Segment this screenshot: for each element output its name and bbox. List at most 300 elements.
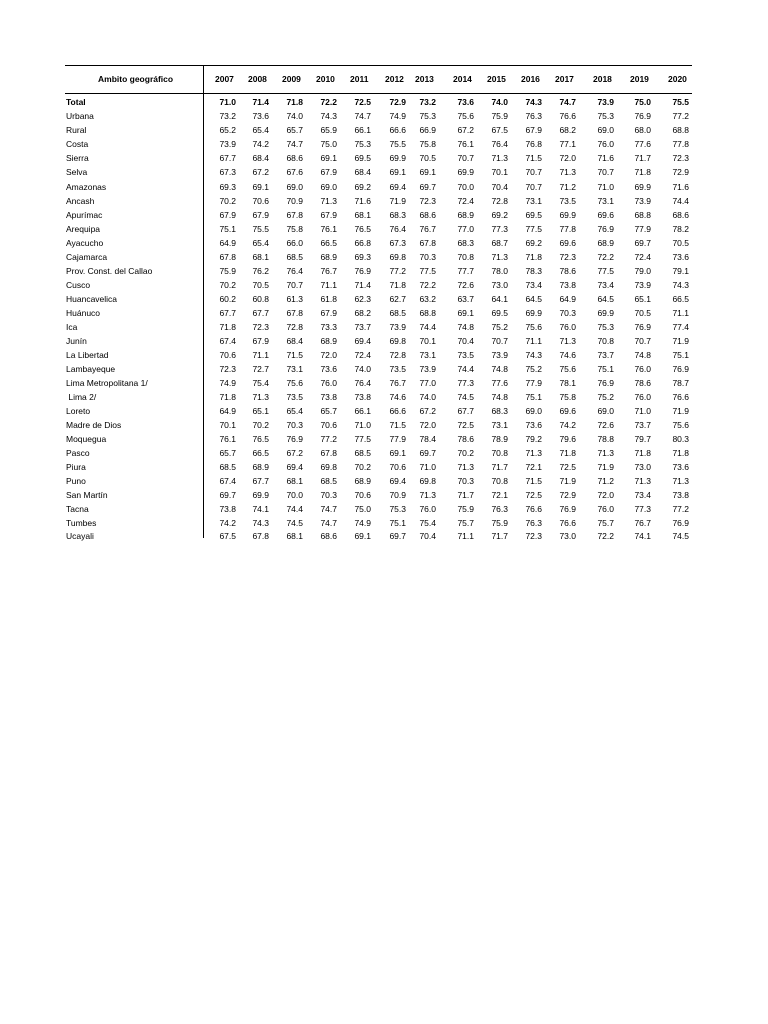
table-cell: 72.5 [457,420,474,430]
table-cell: 67.8 [252,531,269,541]
table-cell: 69.9 [525,308,542,318]
table-cell: 75.6 [525,322,542,332]
table-cell: 73.0 [559,531,576,541]
table-cell: 69.8 [320,462,337,472]
table-cell: 71.0 [219,97,236,107]
table-cell: 69.4 [389,476,406,486]
table-cell: 69.4 [286,462,303,472]
table-cell: 71.3 [320,196,337,206]
table-cell: 75.6 [672,420,689,430]
table-cell: 73.1 [597,196,614,206]
table-cell: 73.5 [457,350,474,360]
table-row [65,392,692,404]
table-cell: 71.9 [597,462,614,472]
table-cell: 70.7 [634,336,651,346]
table-cell: 73.8 [219,504,236,514]
table-cell: 73.6 [672,252,689,262]
table-cell: 70.7 [525,182,542,192]
table-row [65,167,692,179]
table-cell: 69.8 [389,252,406,262]
table-cell: 75.6 [286,378,303,388]
table-row [65,125,692,137]
table-cell: 69.4 [389,182,406,192]
table-cell: 78.2 [672,224,689,234]
table-cell: 71.3 [491,153,508,163]
table-row [65,336,692,348]
row-label: Sierra [66,153,89,163]
table-cell: 76.4 [354,378,371,388]
table-cell: 65.2 [219,125,236,135]
table-cell: 67.9 [252,210,269,220]
table-cell: 69.9 [457,167,474,177]
row-label: Ucayali [66,531,94,541]
table-cell: 73.8 [320,392,337,402]
table-cell: 74.9 [219,378,236,388]
row-label: Ancash [66,196,95,206]
table-cell: 70.4 [457,336,474,346]
table-cell: 73.1 [286,364,303,374]
table-cell: 72.0 [559,153,576,163]
table-cell: 69.2 [354,182,371,192]
table-cell: 69.9 [597,308,614,318]
table-cell: 77.2 [672,111,689,121]
table-cell: 70.0 [286,490,303,500]
table-cell: 67.4 [219,336,236,346]
row-label: Prov. Const. del Callao [66,266,153,276]
table-cell: 67.6 [286,167,303,177]
table-cell: 68.9 [597,238,614,248]
table-cell: 71.3 [672,476,689,486]
table-cell: 75.6 [559,364,576,374]
table-cell: 67.5 [219,531,236,541]
table-cell: 68.0 [634,125,651,135]
row-label: Moquegua [66,434,107,444]
table-cell: 71.5 [525,153,542,163]
table-cell: 71.9 [672,406,689,416]
table-row [65,280,692,292]
header-year: 2020 [668,74,687,84]
table-cell: 71.8 [389,280,406,290]
table-cell: 72.0 [597,490,614,500]
table-cell: 72.4 [354,350,371,360]
row-label: Rural [66,125,87,135]
table-cell: 73.9 [219,139,236,149]
row-label: Pasco [66,448,90,458]
table-cell: 77.8 [559,224,576,234]
row-label: Amazonas [66,182,107,192]
table-cell: 75.9 [219,266,236,276]
table-cell: 71.4 [354,280,371,290]
table-cell: 76.5 [252,434,269,444]
table-cell: 76.4 [389,224,406,234]
table-cell: 64.5 [597,294,614,304]
table-cell: 76.7 [419,224,436,234]
table-cell: 74.9 [389,111,406,121]
table-cell: 70.6 [219,350,236,360]
table-cell: 67.9 [252,336,269,346]
table-cell: 77.9 [634,224,651,234]
table-cell: 73.7 [634,420,651,430]
table-cell: 73.1 [419,350,436,360]
table-cell: 76.0 [597,504,614,514]
table-header [65,65,692,93]
table-cell: 76.3 [525,518,542,528]
table-cell: 75.2 [491,322,508,332]
table-row [65,504,692,516]
table-cell: 71.8 [634,448,651,458]
table-cell: 72.3 [419,196,436,206]
table-cell: 73.9 [597,97,614,107]
table-cell: 72.3 [219,364,236,374]
header-year: 2011 [350,74,369,84]
table-cell: 75.2 [525,364,542,374]
table-cell: 72.6 [457,280,474,290]
table-cell: 69.6 [597,210,614,220]
table-cell: 76.7 [389,378,406,388]
table-cell: 66.8 [354,238,371,248]
table-cell: 68.4 [252,153,269,163]
table-cell: 71.5 [389,420,406,430]
table-cell: 72.5 [354,97,371,107]
table-cell: 64.5 [525,294,542,304]
table-cell: 75.1 [389,518,406,528]
table-cell: 67.8 [320,448,337,458]
table-cell: 77.1 [559,139,576,149]
table-cell: 70.2 [252,420,269,430]
table-cell: 74.4 [286,504,303,514]
table-cell: 73.9 [389,322,406,332]
table-cell: 72.9 [559,490,576,500]
table-cell: 70.3 [559,308,576,318]
table-cell: 76.0 [634,364,651,374]
table-cell: 79.2 [525,434,542,444]
table-cell: 68.1 [286,531,303,541]
table-cell: 75.9 [457,504,474,514]
table-cell: 70.1 [491,167,508,177]
table-cell: 66.0 [286,238,303,248]
table-cell: 68.5 [219,462,236,472]
table-cell: 70.4 [491,182,508,192]
table-cell: 77.3 [634,504,651,514]
table-cell: 71.8 [525,252,542,262]
table-cell: 74.0 [286,111,303,121]
table-cell: 67.7 [219,308,236,318]
table-cell: 75.1 [219,224,236,234]
table-cell: 68.9 [252,462,269,472]
row-label: Puno [66,476,86,486]
table-cell: 62.7 [389,294,406,304]
table-cell: 72.8 [389,350,406,360]
table-cell: 79.6 [559,434,576,444]
table-row [65,364,692,376]
header-year: 2010 [316,74,335,84]
table-cell: 68.5 [354,448,371,458]
table-cell: 69.1 [354,531,371,541]
table-cell: 71.8 [286,97,303,107]
table-cell: 72.1 [491,490,508,500]
table-cell: 77.2 [389,266,406,276]
table-cell: 71.1 [672,308,689,318]
table-cell: 69.9 [634,182,651,192]
table-cell: 66.6 [389,406,406,416]
table-cell: 74.3 [525,97,542,107]
table-cell: 73.8 [354,392,371,402]
table-cell: 75.0 [634,97,651,107]
table-row [65,518,692,530]
table-cell: 68.3 [389,210,406,220]
table-cell: 72.9 [672,167,689,177]
table-cell: 75.3 [419,111,436,121]
table-cell: 73.2 [419,97,436,107]
table-cell: 76.9 [597,378,614,388]
table-cell: 65.7 [286,125,303,135]
table-cell: 74.8 [491,392,508,402]
table-cell: 76.3 [525,111,542,121]
table-cell: 71.1 [525,336,542,346]
table-cell: 73.9 [634,280,651,290]
table-cell: 68.8 [634,210,651,220]
table-cell: 71.4 [252,97,269,107]
table-cell: 69.8 [389,336,406,346]
header-year: 2012 [385,74,404,84]
table-cell: 72.0 [419,420,436,430]
table-cell: 68.5 [320,476,337,486]
table-cell: 73.5 [286,392,303,402]
table-cell: 70.2 [457,448,474,458]
table-cell: 69.3 [354,252,371,262]
table-cell: 71.3 [252,392,269,402]
table-cell: 71.3 [634,476,651,486]
table-cell: 76.9 [634,111,651,121]
table-cell: 77.2 [320,434,337,444]
table-cell: 65.7 [320,406,337,416]
table-cell: 75.1 [597,364,614,374]
table-cell: 70.2 [354,462,371,472]
row-label: Junín [66,336,87,346]
table-cell: 64.9 [219,238,236,248]
table-cell: 77.6 [491,378,508,388]
table-cell: 71.6 [597,153,614,163]
table-row [65,210,692,222]
table-cell: 68.6 [672,210,689,220]
table-cell: 72.9 [389,97,406,107]
row-label: Tumbes [66,518,97,528]
table-cell: 74.3 [252,518,269,528]
table-cell: 76.0 [597,139,614,149]
table-cell: 73.2 [219,111,236,121]
table-cell: 61.8 [320,294,337,304]
table-cell: 68.9 [457,210,474,220]
row-label: Costa [66,139,89,149]
table-cell: 65.1 [252,406,269,416]
row-label: Total [66,97,86,107]
table-cell: 73.6 [252,111,269,121]
row-label: Cajamarca [66,252,108,262]
header-year: 2013 [415,74,434,84]
table-cell: 66.5 [252,448,269,458]
table-row [65,182,692,194]
table-cell: 72.4 [457,196,474,206]
table-cell: 77.5 [354,434,371,444]
table-cell: 74.8 [457,322,474,332]
table-cell: 77.5 [525,224,542,234]
table-cell: 67.5 [491,125,508,135]
table-cell: 67.2 [457,125,474,135]
table-cell: 65.9 [320,125,337,135]
table-cell: 77.0 [457,224,474,234]
table-cell: 67.8 [219,252,236,262]
header-year: 2016 [521,74,540,84]
table-cell: 78.6 [634,378,651,388]
table-cell: 65.1 [634,294,651,304]
row-label: Apurímac [66,210,103,220]
table-cell: 66.9 [419,125,436,135]
table-cell: 71.8 [559,448,576,458]
table-cell: 60.2 [219,294,236,304]
table-cell: 72.3 [525,531,542,541]
table-cell: 68.6 [286,153,303,163]
table-cell: 76.9 [672,364,689,374]
table-cell: 76.9 [354,266,371,276]
table-cell: 70.3 [457,476,474,486]
table-cell: 76.4 [286,266,303,276]
table-cell: 72.2 [597,531,614,541]
header-year: 2007 [215,74,234,84]
total-row [65,97,692,109]
table-cell: 69.1 [320,153,337,163]
row-label: Piura [66,462,86,472]
table-cell: 76.1 [219,434,236,444]
table-cell: 75.0 [354,504,371,514]
table-cell: 69.0 [597,125,614,135]
table-cell: 72.5 [525,490,542,500]
table-cell: 76.2 [252,266,269,276]
table-cell: 71.8 [219,322,236,332]
table-cell: 69.9 [559,210,576,220]
table-cell: 67.2 [286,448,303,458]
table-cell: 71.0 [354,420,371,430]
table-cell: 73.6 [525,420,542,430]
table-cell: 67.9 [525,125,542,135]
table-cell: 68.8 [672,125,689,135]
table-cell: 72.2 [419,280,436,290]
table-cell: 73.9 [419,364,436,374]
table-row [65,476,692,488]
table-cell: 73.1 [525,196,542,206]
table-cell: 77.5 [419,266,436,276]
table-cell: 71.0 [597,182,614,192]
table-cell: 74.5 [672,531,689,541]
table-cell: 76.6 [672,392,689,402]
table-cell: 69.7 [419,182,436,192]
table-cell: 70.1 [419,336,436,346]
table-cell: 74.4 [672,196,689,206]
table-cell: 79.0 [634,266,651,276]
table-row [65,196,692,208]
table-cell: 65.4 [252,125,269,135]
table-cell: 76.1 [457,139,474,149]
table-cell: 77.9 [389,434,406,444]
table-cell: 74.8 [634,350,651,360]
table-cell: 75.0 [320,139,337,149]
table-cell: 68.1 [354,210,371,220]
table-cell: 71.2 [559,182,576,192]
table-cell: 71.9 [389,196,406,206]
table-row [65,252,692,264]
table-cell: 74.3 [525,350,542,360]
table-cell: 75.5 [389,139,406,149]
table-row [65,322,692,334]
table-cell: 69.0 [320,182,337,192]
table-cell: 71.7 [491,462,508,472]
table-cell: 70.8 [457,252,474,262]
table-cell: 69.1 [389,167,406,177]
table-cell: 70.5 [419,153,436,163]
header-label: Ambito geográfico [98,74,174,84]
table-cell: 78.1 [559,378,576,388]
row-label: Cusco [66,280,91,290]
table-cell: 76.0 [419,504,436,514]
table-cell: 71.3 [597,448,614,458]
row-label: Lima 2/ [66,392,97,402]
row-label: Huancavelica [66,294,118,304]
table-cell: 78.3 [525,266,542,276]
table-cell: 73.4 [525,280,542,290]
table-cell: 78.7 [672,378,689,388]
table-cell: 77.6 [634,139,651,149]
table-cell: 74.1 [252,504,269,514]
table-cell: 74.6 [559,350,576,360]
table-cell: 76.9 [286,434,303,444]
table-cell: 63.7 [457,294,474,304]
table-cell: 69.1 [389,448,406,458]
table-cell: 75.7 [457,518,474,528]
table-cell: 69.7 [389,531,406,541]
table-cell: 77.3 [491,224,508,234]
table-cell: 68.1 [252,252,269,262]
table-cell: 69.6 [559,406,576,416]
table-cell: 77.9 [525,378,542,388]
table-cell: 71.7 [634,153,651,163]
table-cell: 72.0 [320,350,337,360]
table-cell: 76.8 [525,139,542,149]
table-cell: 75.5 [672,97,689,107]
table-cell: 73.5 [389,364,406,374]
table-cell: 66.5 [672,294,689,304]
table-cell: 71.6 [354,196,371,206]
row-label: Loreto [66,406,91,416]
table-cell: 74.7 [320,518,337,528]
header-year: 2014 [453,74,472,84]
table-cell: 62.3 [354,294,371,304]
row-label: Urbana [66,111,94,121]
table-cell: 69.6 [559,238,576,248]
table-cell: 66.5 [320,238,337,248]
table-cell: 65.4 [252,238,269,248]
table-cell: 67.2 [419,406,436,416]
table-cell: 72.3 [559,252,576,262]
table-cell: 70.7 [597,167,614,177]
table-cell: 69.5 [354,153,371,163]
table-cell: 71.6 [672,182,689,192]
table-cell: 78.9 [491,434,508,444]
table-cell: 73.0 [634,462,651,472]
table-cell: 70.4 [419,531,436,541]
table-cell: 73.7 [597,350,614,360]
table-cell: 67.7 [252,308,269,318]
row-label: Selva [66,167,88,177]
table-cell: 67.2 [252,167,269,177]
